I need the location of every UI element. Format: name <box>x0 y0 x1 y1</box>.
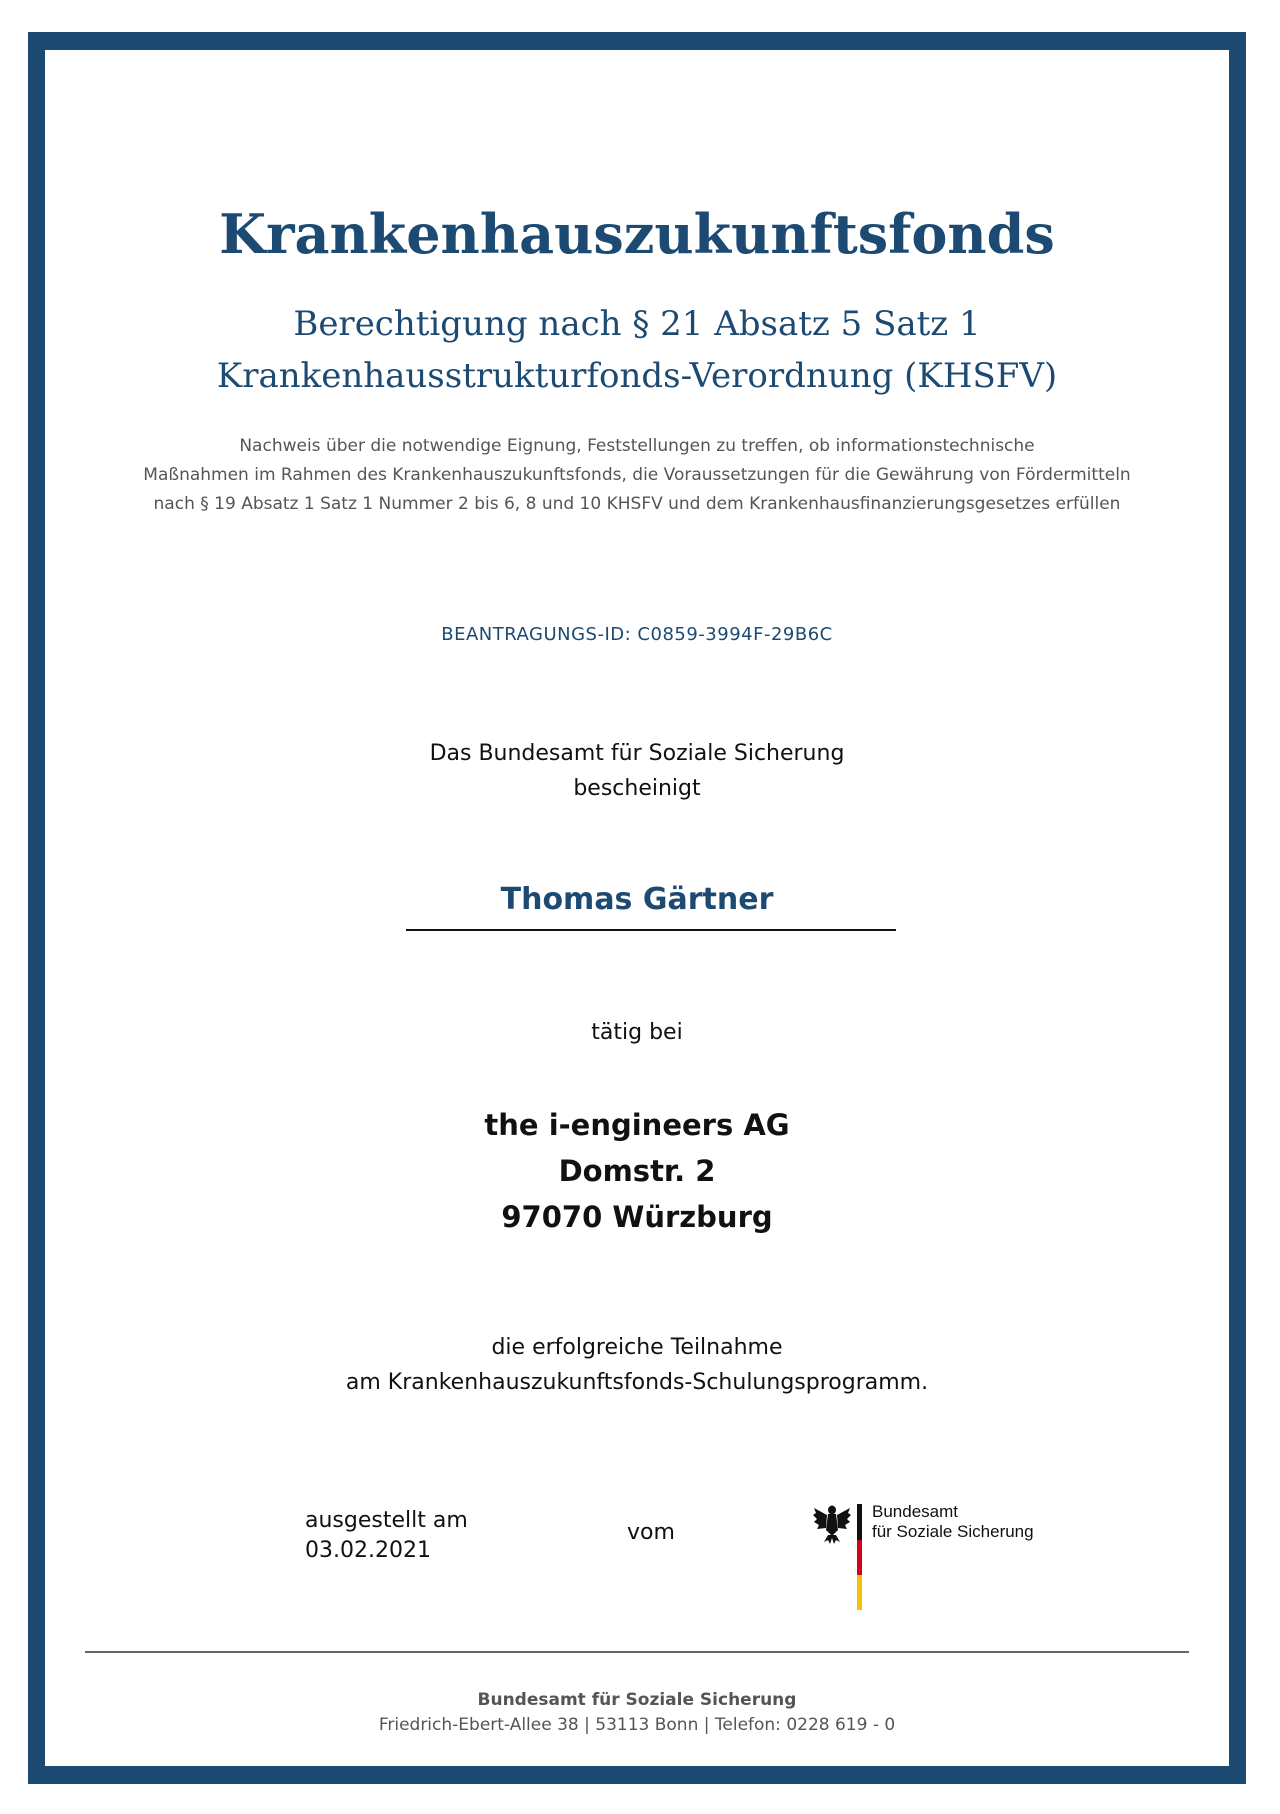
company-city: 97070 Würzburg <box>501 1200 773 1234</box>
name-underline <box>406 929 896 931</box>
certificate-description <box>45 432 1229 519</box>
description-line: Nachweis über die notwendige Eignung, Feststellungen zu treffen, ob informationstechnische <box>239 436 1035 456</box>
flag-red-stripe <box>857 1540 862 1575</box>
issued-block <box>305 1506 468 1566</box>
participation-line: die erfolgreiche Teilnahme <box>491 1335 783 1360</box>
certificate-page <box>45 50 1229 1766</box>
flag-bar <box>857 1504 862 1610</box>
description-line: nach § 19 Absatz 1 Satz 1 Nummer 2 bis 6, 8 und 10 KHSFV und dem Krankenhausfinanzierungsgesetzes erfüllen <box>153 494 1121 514</box>
participation-line: am Krankenhauszukunftsfonds-Schulungsprogramm. <box>345 1370 929 1395</box>
recipient-name: Thomas Gärtner <box>500 882 774 917</box>
company-street: Domstr. 2 <box>558 1154 716 1188</box>
company-address <box>45 1102 1229 1240</box>
from-label: vom <box>627 1520 675 1545</box>
certificate-title: Krankenhauszukunftsfonds <box>219 202 1055 266</box>
logo-text-line: Bundesamt <box>872 1502 958 1521</box>
subtitle-line: Berechtigung nach § 21 Absatz 5 Satz 1 <box>293 304 981 344</box>
logo-text-line: für Soziale Sicherung <box>872 1522 1034 1541</box>
footer-org: Bundesamt für Soziale Sicherung <box>477 1690 797 1710</box>
footer-address: Friedrich-Ebert-Allee 38 | 53113 Bonn | Telefon: 0228 619 - 0 <box>378 1715 896 1735</box>
flag-gold-stripe <box>857 1575 862 1610</box>
description-line: Maßnahmen im Rahmen des Krankenhauszukunftsfonds, die Voraussetzungen für die Gewährung von Fördermitteln <box>143 465 1131 485</box>
application-id: BEANTRAGUNGS-ID: C0859-3994F-29B6C <box>441 624 833 645</box>
employed-at-label: tätig bei <box>591 1020 683 1045</box>
bas-logo <box>812 1502 1052 1612</box>
issued-date: 03.02.2021 <box>305 1538 431 1563</box>
footer-divider <box>85 1651 1189 1653</box>
issuer-line: bescheinigt <box>573 776 701 801</box>
subtitle-line: Krankenhausstrukturfonds-Verordnung (KHSFV) <box>216 356 1058 396</box>
issued-label: ausgestellt am <box>305 1508 468 1533</box>
logo-text <box>872 1502 1034 1542</box>
issuer-statement <box>45 736 1229 806</box>
flag-black-stripe <box>857 1504 862 1540</box>
company-name: the i-engineers AG <box>484 1108 790 1142</box>
issuer-line: Das Bundesamt für Soziale Sicherung <box>429 741 845 766</box>
federal-eagle-icon <box>812 1502 852 1546</box>
certificate-subtitle <box>45 298 1229 402</box>
participation-statement <box>45 1330 1229 1400</box>
